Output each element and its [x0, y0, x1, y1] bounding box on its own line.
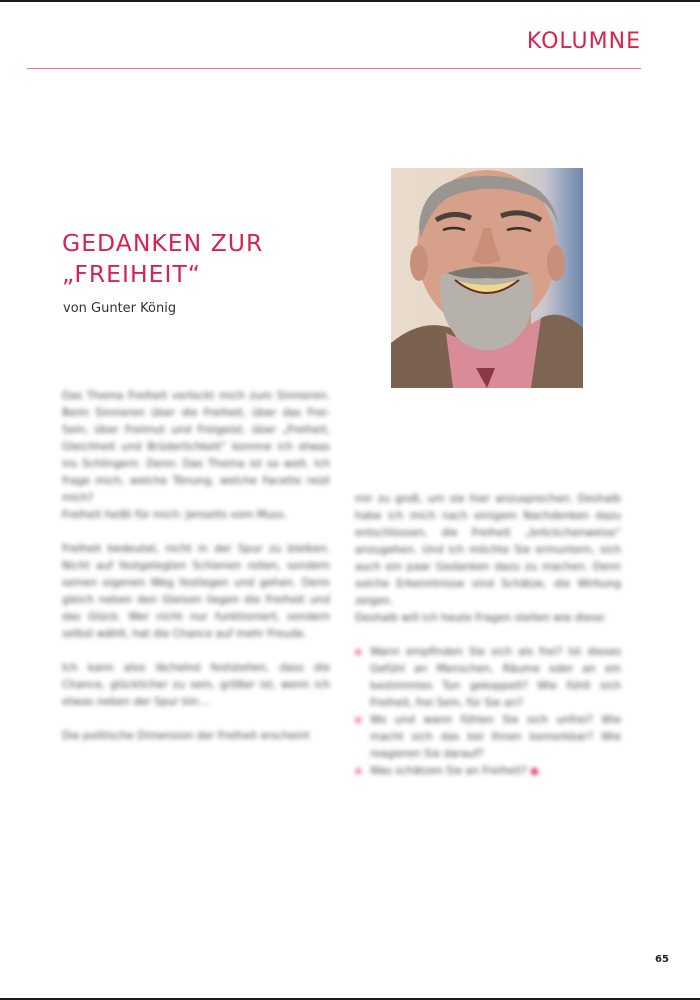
left-column [62, 388, 330, 762]
paragraph: Die politische Dimension der Freiheit erscheint [62, 730, 310, 742]
paragraph: mir zu groß, um sie hier anzusprechen. Deshalb habe ich mich nach einigem Nachdenken dazu entschlossen, die Freiheit „bröckchenweise“ anzugehen. Und ich möchte Sie ermuntern, sich auch ein paar Gedanken dazu zu machen. Denn solche Erkenntnisse sind Schätze, die Wirkung zeigen. [355, 493, 621, 607]
paragraph: Freiheit heißt für mich: Jenseits vom Muss. [62, 509, 287, 521]
end-of-article-icon [531, 768, 538, 775]
list-item [355, 644, 621, 712]
question-text: Wo und wann fühlen Sie sich unfrei? Wie macht sich das bei Ihnen bemerkbar? Wie reagieren Sie darauf? [370, 714, 621, 760]
question-text: Was schätzen Sie an Freiheit? [370, 765, 528, 777]
article-title [62, 228, 263, 290]
list-item [355, 763, 621, 780]
paragraph: Ich kann also lächelnd feststellen, dass die Chance, glücklicher zu sein, größer ist, wenn ich etwas neben der Spur bin… [62, 662, 330, 708]
page-number: 65 [655, 954, 669, 965]
list-item [355, 712, 621, 763]
top-rule [27, 68, 641, 69]
question-text: Wann empfinden Sie sich als frei? Ist dieses Gefühl an Menschen, Räume oder an ein bestimmtes Tun gekoppelt? Wie fühlt sich Freiheit, frei Sein, für Sie an? [370, 646, 621, 709]
section-label: KOLUMNE [526, 29, 641, 54]
byline: von Gunter König [63, 301, 177, 316]
title-line-2: „FREIHEIT“ [62, 260, 201, 288]
author-photo [391, 168, 583, 388]
title-line-1: GEDANKEN ZUR [62, 229, 264, 257]
paragraph: Das Thema Freiheit verlockt mich zum Sinnieren. Beim Sinnieren über die Freiheit, über das Frei-Sein, über Freimut und Freigeist, über „Freiheit, Gleichheit und Brüderlichkeit“ komme ich etwas ins Schlingern. Denn: Das Thema ist so weit. Ich frage mich, welche Tönung, welche Facette reizt mich? [62, 390, 330, 504]
portrait-illustration [391, 168, 583, 388]
paragraph: Freiheit bedeutet, nicht in der Spur zu bleiben. Nicht auf festgelegten Schienen rollen, sondern seinen eigenen Weg festlegen und gehen. Denn gleich neben den Gleisen liegen die Freiheit und das Glück. Wer nicht nur funktioniert, sondern selbst wählt, hat die Chance auf mehr Freude. [62, 543, 330, 640]
paragraph: Deshalb will ich heute Fragen stellen wie diese: [355, 612, 607, 624]
right-column [355, 491, 621, 780]
question-list [355, 644, 621, 780]
